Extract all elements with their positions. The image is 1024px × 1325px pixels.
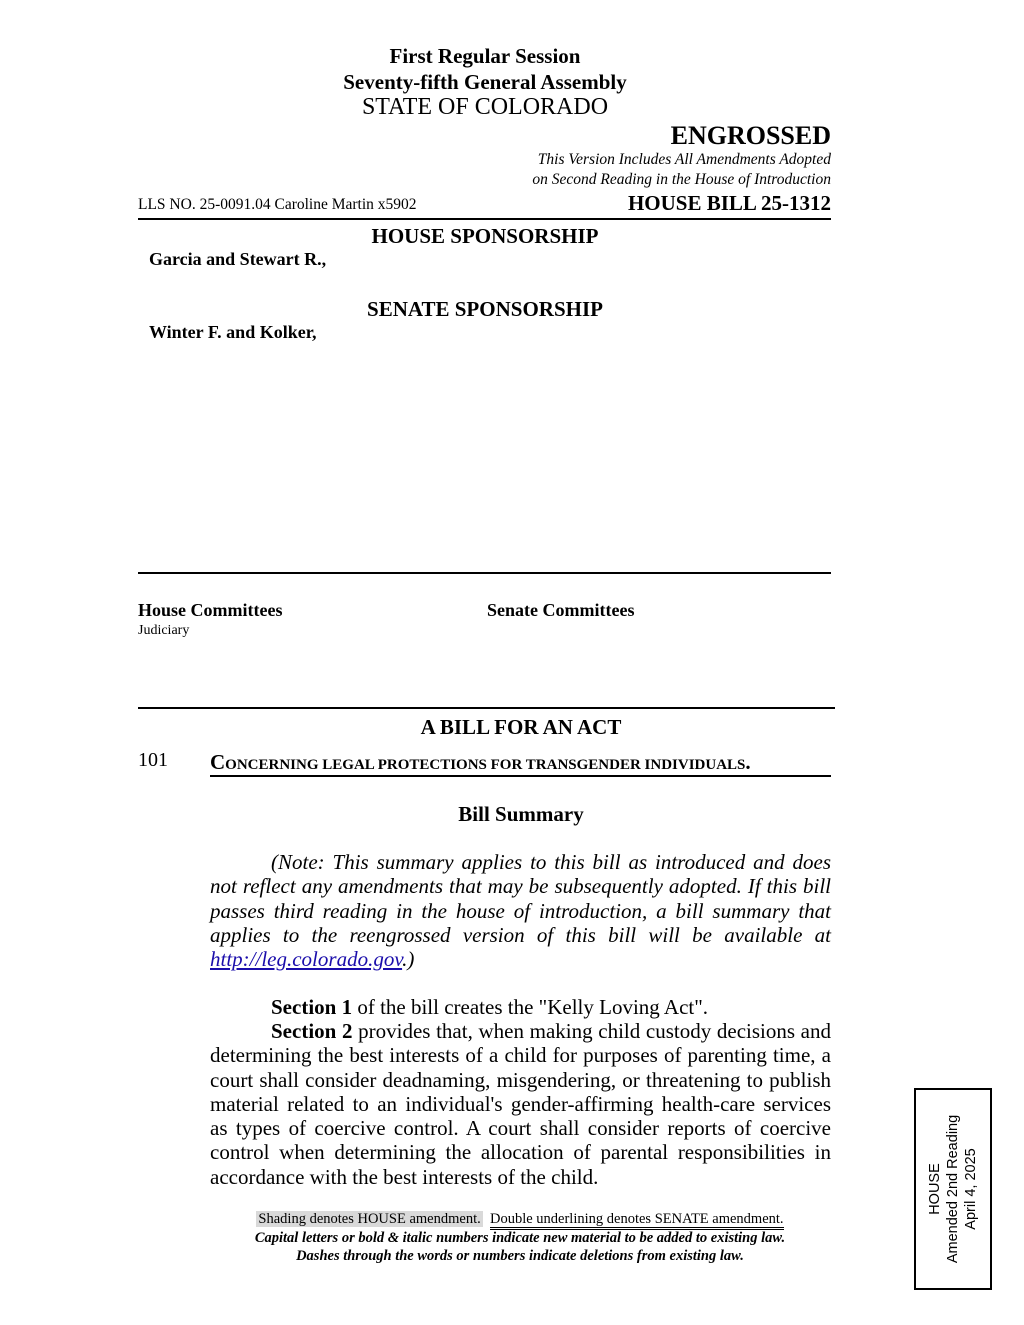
section-1-label: Section 1 xyxy=(271,995,353,1019)
bill-title xyxy=(210,750,751,775)
senate-underline-legend: Double underlining denotes SENATE amendment. xyxy=(490,1211,784,1230)
house-sponsors: Garcia and Stewart R., xyxy=(149,249,327,269)
summary-note-end: .) xyxy=(402,947,415,972)
section-2-label: Section 2 xyxy=(271,1019,353,1043)
amendment-stamp xyxy=(914,1088,992,1290)
senate-sponsors: Winter F. and Kolker, xyxy=(149,322,317,342)
stamp-line-2: Amended 2nd Reading xyxy=(945,1114,961,1264)
leg-colorado-link[interactable]: http://leg.colorado.gov xyxy=(210,947,403,972)
bill-title-period: . xyxy=(745,750,751,774)
section-2-paragraph xyxy=(210,1019,831,1189)
house-sponsorship-heading: HOUSE SPONSORSHIP xyxy=(371,224,599,248)
stamp-line-3: April 4, 2025 xyxy=(963,1148,979,1230)
version-note-1: This Version Includes All Amendments Adopted xyxy=(537,151,831,168)
header-rule xyxy=(138,218,831,220)
summary-note-text: (Note: This summary applies to this bill as introduced and does not reflect any amendments that may be subsequently adopted. If this bill passes third reading in the house of introduction, a bill summary that applies to the reengrossed version of this bill will be available at xyxy=(210,850,831,947)
session-label: First Regular Session xyxy=(389,44,581,68)
caps-note: Capital letters or bold & italic numbers indicate new material to be added to existing law. xyxy=(254,1230,786,1246)
sponsorship-rule xyxy=(138,572,831,574)
lls-number: LLS NO. 25-0091.04 Caroline Martin x5902 xyxy=(138,196,417,213)
committees-rule xyxy=(138,707,835,709)
version-note-2: on Second Reading in the House of Introduction xyxy=(532,171,831,188)
bill-title-rest: ONCERNING LEGAL PROTECTIONS FOR TRANSGENDER INDIVIDUALS xyxy=(225,757,746,773)
amendment-legend xyxy=(0,1211,1024,1228)
house-committees-heading: House Committees xyxy=(138,600,283,620)
bill-number: HOUSE BILL 25-1312 xyxy=(627,191,831,215)
senate-committees-heading: Senate Committees xyxy=(487,600,635,620)
house-committee-judiciary: Judiciary xyxy=(138,623,190,638)
bill-title-initial: C xyxy=(210,750,226,774)
section-1-paragraph xyxy=(210,995,831,1019)
house-shading-legend: Shading denotes HOUSE amendment. xyxy=(258,1211,481,1227)
state-label: STATE OF COLORADO xyxy=(361,94,609,120)
dashes-note: Dashes through the words or numbers indicate deletions from existing law. xyxy=(296,1248,744,1264)
stamp-line-1: HOUSE xyxy=(927,1163,943,1215)
summary-note xyxy=(210,850,831,971)
senate-sponsorship-heading: SENATE SPONSORSHIP xyxy=(367,297,603,321)
assembly-label: Seventy-fifth General Assembly xyxy=(343,70,627,94)
version-label: ENGROSSED xyxy=(670,121,831,150)
act-heading: A BILL FOR AN ACT xyxy=(420,715,622,739)
title-rule xyxy=(210,775,831,777)
stamp-text xyxy=(926,1115,980,1263)
line-number: 101 xyxy=(138,749,168,771)
summary-heading: Bill Summary xyxy=(458,802,584,826)
section-2-text: provides that, when making child custody decisions and determining the best interests of a child for purposes of parenting time, a court shall consider deadnaming, misgendering, or threatening to publish material related to an individual's gender-affirming health-care services as types of coercive control. A court shall consider reports of coercive control when determining the allocation of parental responsibilities in accordance with the best interests of the child. xyxy=(210,1019,831,1189)
section-1-text: of the bill creates the "Kelly Loving Act". xyxy=(352,995,709,1019)
